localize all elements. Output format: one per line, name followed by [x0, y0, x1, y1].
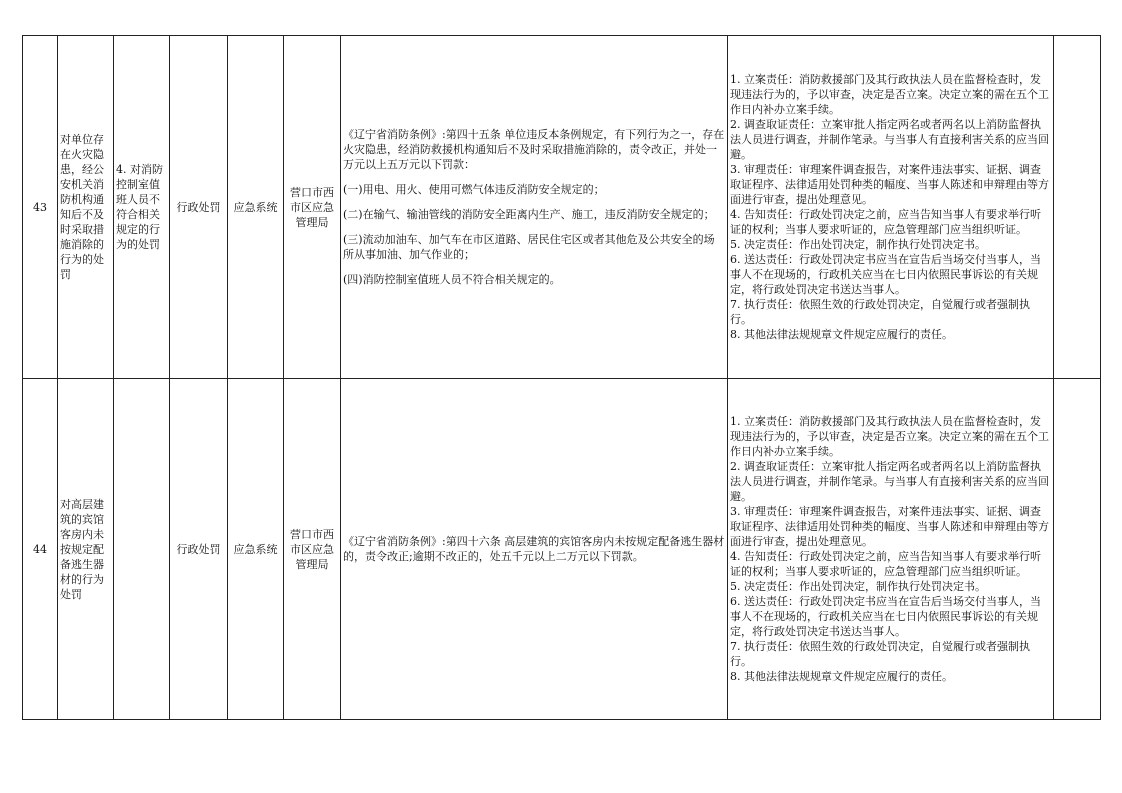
- legal-basis: [341, 36, 728, 379]
- remark: [1054, 36, 1101, 379]
- responsibility-item: 6. 送达责任：行政处罚决定书应当在宣告后当场交付当事人，当事人不在现场的，行政机关应当在七日内依照民事诉讼的有关规定，将行政处罚决定书送达当事人。: [730, 253, 1041, 296]
- legal-basis: [341, 379, 728, 720]
- implementing-agency: 营口市西市区应急管理局: [284, 379, 341, 720]
- basis-paragraph: (二)在输气、输油管线的消防安全距离内生产、施工，违反消防安全规定的；: [343, 208, 715, 221]
- responsibility-item: 3. 审理责任：审理案件调查报告，对案件违法事实、证据、调查取证程序、法律适用处罚种类的幅度、当事人陈述和申辩理由等方面进行审查，提出处理意见。: [730, 163, 1049, 206]
- remark: [1054, 379, 1101, 720]
- basis-paragraph: (三)流动加油车、加气车在市区道路、居民住宅区或者其他危及公共安全的场所从事加油、加气作业的；: [343, 233, 715, 261]
- table-row: [23, 379, 1101, 720]
- system: 应急系统: [228, 36, 284, 379]
- row-number: 44: [23, 379, 58, 720]
- basis-paragraph: 《辽宁省消防条例》:第四十五条 单位违反本条例规定，有下列行为之一，存在火灾隐患，经消防救援机构通知后不及时采取措施消除的，责令改正，并处一万元以上五万元以下罚款：: [343, 128, 725, 171]
- system: 应急系统: [228, 379, 284, 720]
- responsibility-list: [728, 379, 1054, 720]
- basis-paragraph: (一)用电、用火、使用可燃气体违反消防安全规定的；: [343, 183, 605, 196]
- table-row: [23, 36, 1101, 379]
- responsibility-item: 6. 送达责任：行政处罚决定书应当在宣告后当场交付当事人，当事人不在现场的，行政机关应当在七日内依照民事诉讼的有关规定，将行政处罚决定书送达当事人。: [730, 595, 1041, 638]
- responsibility-item: 3. 审理责任：审理案件调查报告，对案件违法事实、证据、调查取证程序、法律适用处罚种类的幅度、当事人陈述和申辩理由等方面进行审查，提出处理意见。: [730, 505, 1049, 548]
- responsibility-item: 2. 调查取证责任：立案审批人指定两名或者两名以上消防监督执法人员进行调查，并制作笔录。与当事人有直接利害关系的应当回避。: [730, 460, 1049, 503]
- power-type: 行政处罚: [170, 36, 228, 379]
- sub-item: 4. 对消防控制室值班人员不符合相关规定的行为的处罚: [114, 36, 170, 379]
- responsibility-item: 4. 告知责任：行政处罚决定之前，应当告知当事人有要求举行听证的权利；当事人要求听证的，应急管理部门应当组织听证。: [730, 550, 1041, 578]
- sub-item: [114, 379, 170, 720]
- item-name: 对单位存在火灾隐患，经公安机关消防机构通知后不及时采取措施消除的行为的处罚: [58, 36, 114, 379]
- basis-paragraph: (四)消防控制室值班人员不符合相关规定的。: [343, 273, 561, 286]
- responsibility-item: 4. 告知责任：行政处罚决定之前，应当告知当事人有要求举行听证的权利；当事人要求听证的，应急管理部门应当组织听证。: [730, 208, 1041, 236]
- power-type: 行政处罚: [170, 379, 228, 720]
- implementing-agency: 营口市西市区应急管理局: [284, 36, 341, 379]
- responsibility-item: 1. 立案责任：消防救援部门及其行政执法人员在监督检查时，发现违法行为的，予以审查，决定是否立案。决定立案的需在五个工作日内补办立案手续。: [730, 73, 1049, 116]
- responsibility-item: 8. 其他法律法规规章文件规定应履行的责任。: [730, 328, 953, 341]
- item-name: 对高层建筑的宾馆客房内未按规定配备逃生器材的行为处罚: [58, 379, 114, 720]
- responsibility-item: 5. 决定责任：作出处罚决定，制作执行处罚决定书。: [730, 580, 986, 593]
- responsibility-item: 7. 执行责任：依照生效的行政处罚决定，自觉履行或者强制执行。: [730, 640, 1030, 668]
- power-list-table: [22, 35, 1101, 720]
- responsibility-item: 1. 立案责任：消防救援部门及其行政执法人员在监督检查时，发现违法行为的，予以审查，决定是否立案。决定立案的需在五个工作日内补办立案手续。: [730, 415, 1049, 458]
- responsibility-item: 2. 调查取证责任：立案审批人指定两名或者两名以上消防监督执法人员进行调查，并制作笔录。与当事人有直接利害关系的应当回避。: [730, 118, 1049, 161]
- responsibility-item: 8. 其他法律法规规章文件规定应履行的责任。: [730, 670, 953, 683]
- basis-paragraph: 《辽宁省消防条例》:第四十六条 高层建筑的宾馆客房内未按规定配备逃生器材的，责令改正;逾期不改正的，处五千元以上二万元以下罚款。: [343, 535, 725, 563]
- row-number: 43: [23, 36, 58, 379]
- responsibility-list: [728, 36, 1054, 379]
- responsibility-item: 5. 决定责任：作出处罚决定，制作执行处罚决定书。: [730, 238, 986, 251]
- responsibility-item: 7. 执行责任：依照生效的行政处罚决定，自觉履行或者强制执行。: [730, 298, 1030, 326]
- table-body: [23, 36, 1101, 720]
